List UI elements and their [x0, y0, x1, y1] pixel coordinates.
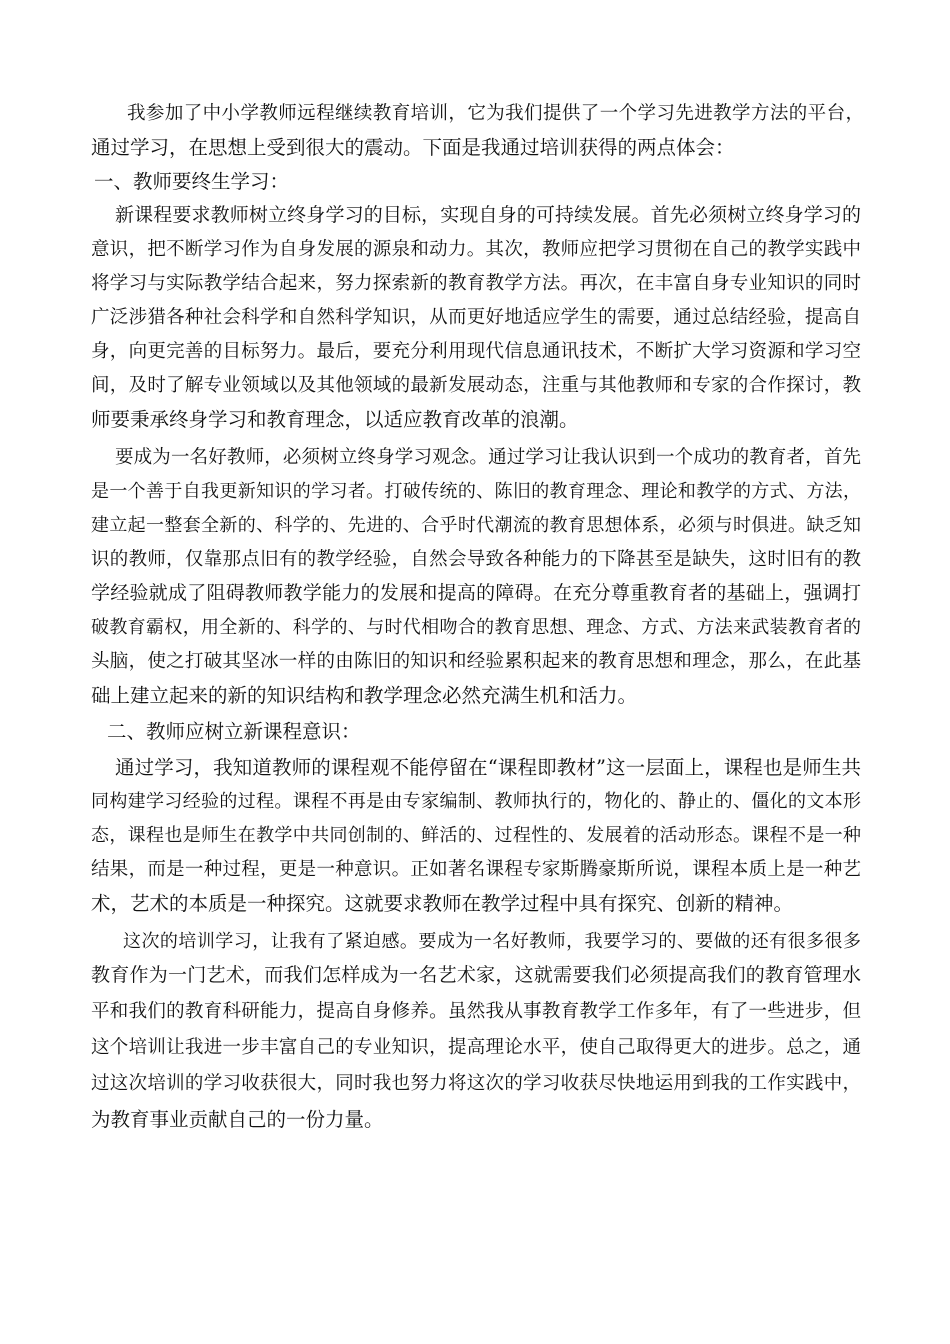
para-2-line-7: 头脑，使之打破其坚冰一样的由陈旧的知识和经验累积起来的教育思想和理念，那么，在此基	[91, 651, 861, 672]
para-1-line-6: 间，及时了解专业领域以及其他领域的最新发展动态，注重与其他教师和专家的合作探讨，教	[91, 375, 861, 396]
para-2-line-1: 要成为一名好教师，必须树立终身学习观念。通过学习让我认识到一个成功的教育者，首先	[115, 447, 861, 468]
intro-line-1: 我参加了中小学教师远程继续教育培训，它为我们提供了一个学习先进教学方法的平台，	[127, 103, 864, 124]
para-3-line-3: 态，课程也是师生在教学中共同创制的、鲜活的、过程性的、发展着的活动形态。课程不是一种	[91, 825, 861, 846]
para-4-line-3: 平和我们的教育科研能力，提高自身修养。虽然我从事教育教学工作多年，有了一些进步，但	[91, 1001, 861, 1022]
para-1-line-4: 广泛涉猎各种社会科学和自然科学知识，从而更好地适应学生的需要，通过总结经验，提高自	[91, 307, 861, 328]
para-4-line-5: 过这次培训的学习收获很大，同时我也努力将这次的学习收获尽快地运用到我的工作实践中，	[91, 1073, 861, 1094]
para-4-line-2: 教育作为一门艺术，而我们怎样成为一名艺术家，这就需要我们必须提高我们的教育管理水	[91, 964, 861, 986]
section-heading-1: 一、教师要终生学习：	[94, 170, 290, 193]
para-2-line-6: 破教育霸权，用全新的、科学的、与时代相吻合的教育思想、理念、方式、方法来武装教育者的	[91, 617, 861, 638]
para-3-line-4: 结果，而是一种过程，更是一种意识。正如著名课程专家斯腾豪斯所说，课程本质上是一种艺	[91, 859, 861, 880]
para-1-line-2: 意识，把不断学习作为自身发展的源泉和动力。其次，教师应把学习贯彻在自己的教学实践中	[91, 239, 861, 260]
para-2-line-5: 学经验就成了阻碍教师教学能力的发展和提高的障碍。在充分尊重教育者的基础上，强调打	[91, 582, 861, 604]
para-1-line-5: 身，向更完善的目标努力。最后，要充分利用现代信息通讯技术，不断扩大学习资源和学习空	[91, 341, 861, 362]
para-3-line-1: 通过学习，我知道教师的课程观不能停留在“课程即教材”这一层面上，课程也是师生共	[115, 756, 861, 779]
section-heading-2: 二、教师应树立新课程意识：	[107, 720, 361, 743]
intro-line-2: 通过学习，在思想上受到很大的震动。下面是我通过培训获得的两点体会：	[91, 136, 735, 159]
para-2-line-2: 是一个善于自我更新知识的学习者。打破传统的、陈旧的教育理念、理论和教学的方式、方法，	[91, 481, 861, 502]
para-1-line-7: 师要秉承终身学习和教育理念，以适应教育改革的浪潮。	[91, 408, 579, 431]
para-4-line-4: 这个培训让我进一步丰富自己的专业知识，提高理论水平，使自己取得更大的进步。总之，通	[91, 1037, 861, 1058]
para-2-line-4: 识的教师，仅靠那点旧有的教学经验，自然会导致各种能力的下降甚至是缺失，这时旧有的教	[91, 549, 861, 570]
para-2-line-3: 建立起一整套全新的、科学的、先进的、合乎时代潮流的教育思想体系，必须与时俱进。缺乏知	[91, 515, 861, 536]
para-2-line-8: 础上建立起来的新的知识结构和教学理念必然充满生机和活力。	[91, 684, 638, 707]
para-1-line-1: 新课程要求教师树立终身学习的目标，实现自身的可持续发展。首先必须树立终身学习的	[115, 204, 861, 226]
para-1-line-3: 将学习与实际教学结合起来，努力探索新的教育教学方法。再次，在丰富自身专业知识的同时	[91, 273, 861, 294]
para-3-line-5: 术，艺术的本质是一种探究。这就要求教师在教学过程中具有探究、创新的精神。	[91, 892, 794, 915]
para-3-line-2: 同构建学习经验的过程。课程不再是由专家编制、教师执行的，物化的、静止的、僵化的文本形	[91, 791, 861, 812]
para-4-line-1: 这次的培训学习，让我有了紧迫感。要成为一名好教师，我要学习的、要做的还有很多很多	[123, 931, 861, 952]
para-4-line-6: 为教育事业贡献自己的一份力量。	[91, 1108, 384, 1131]
